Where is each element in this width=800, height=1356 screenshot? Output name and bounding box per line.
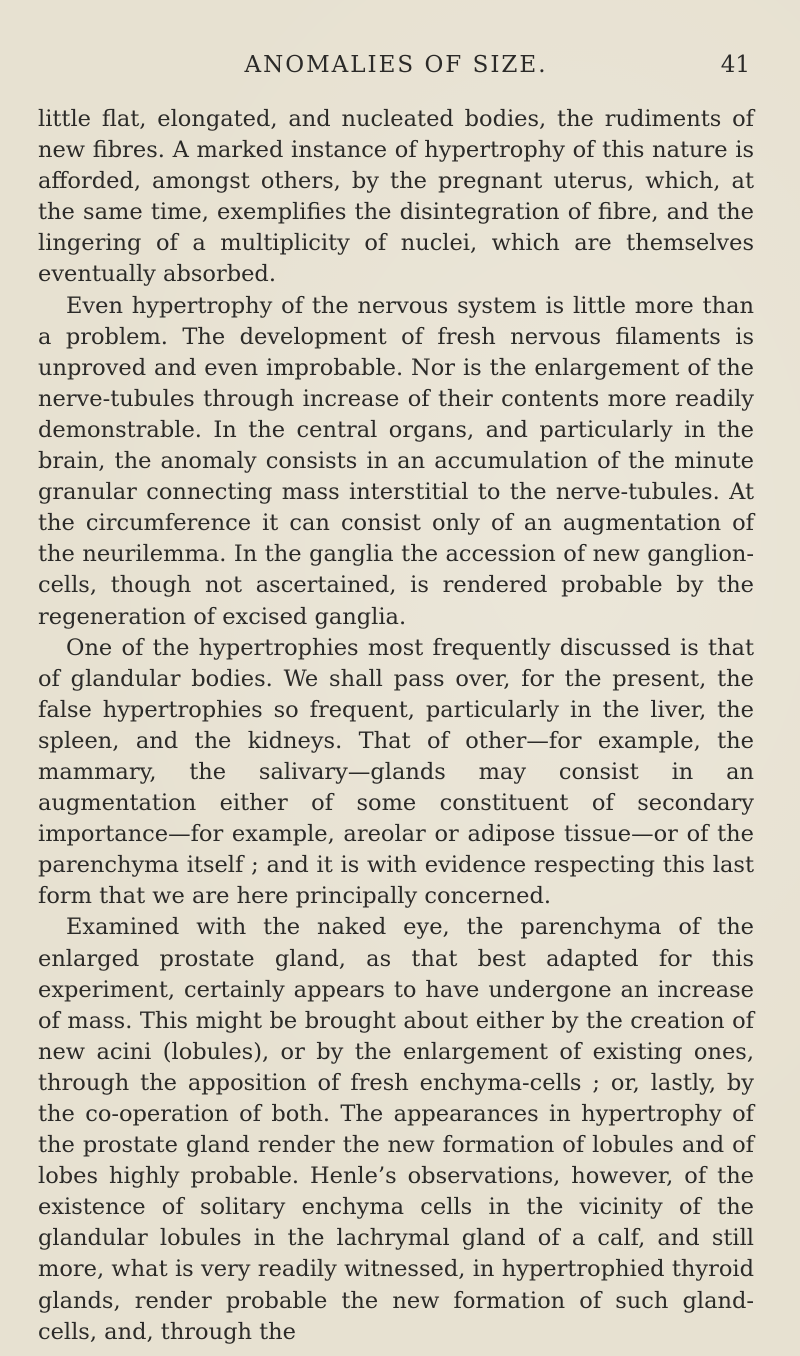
paragraph-glandular-bodies: One of the hypertrophies most frequently discussed is that of glandular bodies. We shall pass over, for the present, the false hypertrophies so frequent, particularly in the liver, the spleen, and the kidneys. That of other—for example, the mammary, the salivary—glands may consist in an augmentation either of some constituent of secondary importance—for example, areolar or adipose tissue—or of the parenchyma itself ; and it is with evidence respecting this last form that we are here principally concerned.	[38, 634, 754, 910]
running-head	[38, 50, 754, 90]
paragraph-prostate-gland: Examined with the naked eye, the parenchyma of the enlarged prostate gland, as that best adapted for this experiment, certainly appears to have undergone an increase of mass. This might be brought about either by the creation of new acini (lobules), or by the enlargement of existing ones, through the apposition of fresh enchyma-cells ; or, lastly, by the co-operation of both. The appearances in hypertrophy of the prostate gland render the new formation of lobules and of lobes highly probable. Henle’s observations, however, of the existence of solitary enchyma cells in the vicinity of the glandular lobules in the lachrymal gland of a calf, and still more, what is very readily witnessed, in hypertrophied thyroid glands, render probable the new formation of such gland-cells, and, through the	[38, 914, 754, 1345]
body-text	[38, 104, 754, 1348]
paragraph-nervous-system: Even hypertrophy of the nervous system is little more than a problem. The development of fresh nervous filaments is unproved and even improbable. Nor is the enlargement of the nerve-tubules through increase of their contents more readily demonstrable. In the central organs, and particularly in the brain, the anomaly consists in an accumulation of the minute granular connecting mass interstitial to the nerve-tubules. At the circumference it can consist only of an augmentation of the neurilemma. In the ganglia the accession of new ganglion-cells, though not ascertained, is rendered probable by the regeneration of excised ganglia.	[38, 292, 754, 630]
running-title: ANOMALIES OF SIZE.	[244, 52, 548, 78]
paragraph-continuation: little flat, elongated, and nucleated bodies, the rudiments of new fibres. A marked instance of hypertrophy of this nature is afforded, amongst others, by the pregnant uterus, which, at the same time, exemplifies the disintegration of fibre, and the lingering of a multiplicity of nuclei, which are themselves eventually absorbed.	[38, 106, 754, 288]
page-number: 41	[720, 52, 750, 78]
